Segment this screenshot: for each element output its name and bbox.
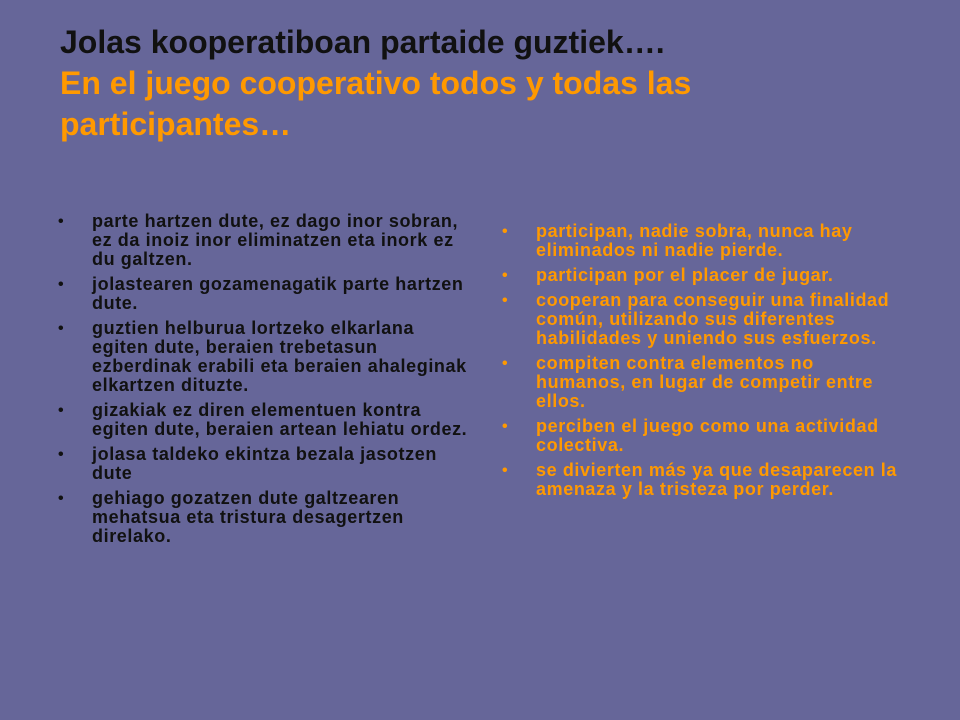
list-item-text: gehiago gozatzen dute galtzearen mehatsua eta tristura desagertzen direlako. bbox=[92, 488, 404, 546]
bullet-icon: • bbox=[58, 402, 65, 419]
list-item-text: gizakiak ez diren elementuen kontra egiten dute, beraien artean lehiatu ordez. bbox=[92, 400, 468, 439]
list-item bbox=[58, 401, 468, 439]
list-item bbox=[58, 489, 468, 546]
bullet-icon: • bbox=[502, 462, 509, 479]
list-item-text: jolastearen gozamenagatik parte hartzen dute. bbox=[92, 274, 464, 313]
list-item-text: jolasa taldeko ekintza bezala jasotzen dute bbox=[92, 444, 437, 483]
basque-bullet-list bbox=[58, 212, 468, 552]
list-item bbox=[502, 354, 902, 411]
bullet-icon: • bbox=[502, 355, 509, 372]
bullet-icon: • bbox=[58, 446, 65, 463]
title-spanish: En el juego cooperativo todos y todas las participantes… bbox=[60, 65, 692, 142]
bullet-icon: • bbox=[502, 418, 509, 435]
list-item bbox=[502, 417, 902, 455]
bullet-icon: • bbox=[502, 267, 509, 284]
bullet-icon: • bbox=[58, 276, 65, 293]
list-item-text: perciben el juego como una actividad colectiva. bbox=[536, 416, 879, 455]
bullet-icon: • bbox=[502, 292, 509, 309]
bullet-icon: • bbox=[58, 213, 65, 230]
bullet-icon: • bbox=[58, 490, 65, 507]
list-item bbox=[502, 461, 902, 499]
list-item bbox=[502, 291, 902, 348]
list-item-text: se divierten más ya que desaparecen la amenaza y la tristeza por perder. bbox=[536, 460, 897, 499]
slide-title bbox=[60, 22, 920, 145]
list-item-text: parte hartzen dute, ez dago inor sobran, ez da inoiz inor eliminatzen eta inork ez du galtzen. bbox=[92, 211, 459, 269]
list-item bbox=[502, 222, 902, 260]
bullet-icon: • bbox=[58, 320, 65, 337]
list-item bbox=[58, 275, 468, 313]
list-item bbox=[58, 445, 468, 483]
list-item-text: cooperan para conseguir una finalidad común, utilizando sus diferentes habilidades y uniendo sus esfuerzos. bbox=[536, 290, 890, 348]
bullet-icon: • bbox=[502, 223, 509, 240]
title-basque: Jolas kooperatiboan partaide guztiek…. bbox=[60, 24, 665, 60]
list-item-text: participan por el placer de jugar. bbox=[536, 265, 834, 285]
list-item bbox=[58, 212, 468, 269]
list-item-text: guztien helburua lortzeko elkarlana egiten dute, beraien trebetasun ezberdinak erabili eta beraien ahaleginak elkartzen dituzte. bbox=[92, 318, 467, 395]
list-item bbox=[58, 319, 468, 395]
list-item-text: compiten contra elementos no humanos, en lugar de competir entre ellos. bbox=[536, 353, 874, 411]
list-item-text: participan, nadie sobra, nunca hay eliminados ni nadie pierde. bbox=[536, 221, 853, 260]
spanish-bullet-list bbox=[502, 222, 902, 505]
list-item bbox=[502, 266, 902, 285]
